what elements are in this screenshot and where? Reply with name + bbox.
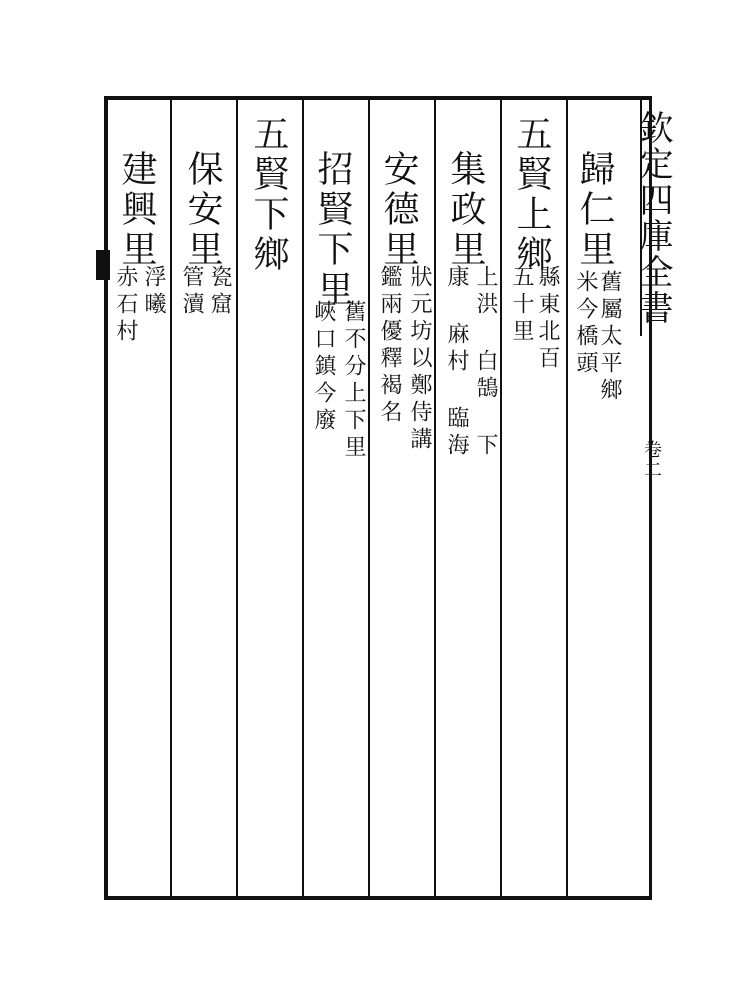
entry-main: 集政里 <box>445 150 486 270</box>
ink-smudge <box>96 250 110 280</box>
entry-main: 建興里 <box>116 150 157 270</box>
column-rule <box>566 100 568 896</box>
entry-note: 赤石村 <box>113 265 138 346</box>
column-rule <box>434 100 436 896</box>
entry-note: 鑑兩優釋褐名 <box>377 265 402 427</box>
entry-note: 五十里 <box>509 265 534 346</box>
column-rule <box>170 100 172 896</box>
entry-note: 縣東北百 <box>535 265 560 373</box>
entry-note: 狀元坊以鄭侍講 <box>407 265 432 454</box>
entry-note: 上洪 白鵠 下 <box>473 265 498 460</box>
entry-note: 峽口鎮今廢 <box>311 300 336 435</box>
column-rule <box>302 100 304 896</box>
entry-main: 安德里 <box>378 150 419 270</box>
column-rule <box>368 100 370 896</box>
entry-note: 管瀆 <box>179 265 204 319</box>
entry-main: 歸仁里 <box>574 150 615 270</box>
entry-main: 招賢下里 <box>312 150 353 310</box>
entry-main: 五賢上鄉 <box>511 115 552 275</box>
entry-note: 康 麻村 臨海 <box>444 265 469 460</box>
column-rule <box>236 100 238 896</box>
margin-title: 欽定四庫全書 <box>633 110 673 326</box>
column-rule <box>500 100 502 896</box>
entry-main: 保安里 <box>182 150 223 270</box>
entry-main: 五賢下鄉 <box>248 115 289 275</box>
entry-note: 舊屬太平鄉 <box>597 270 622 405</box>
entry-note: 米今橋頭 <box>573 270 598 378</box>
entry-note: 瓷窟 <box>207 265 232 319</box>
margin-volume: 卷二 <box>641 440 662 480</box>
entry-note: 舊不分上下里 <box>341 300 366 462</box>
entry-note: 浮曦 <box>141 265 166 319</box>
